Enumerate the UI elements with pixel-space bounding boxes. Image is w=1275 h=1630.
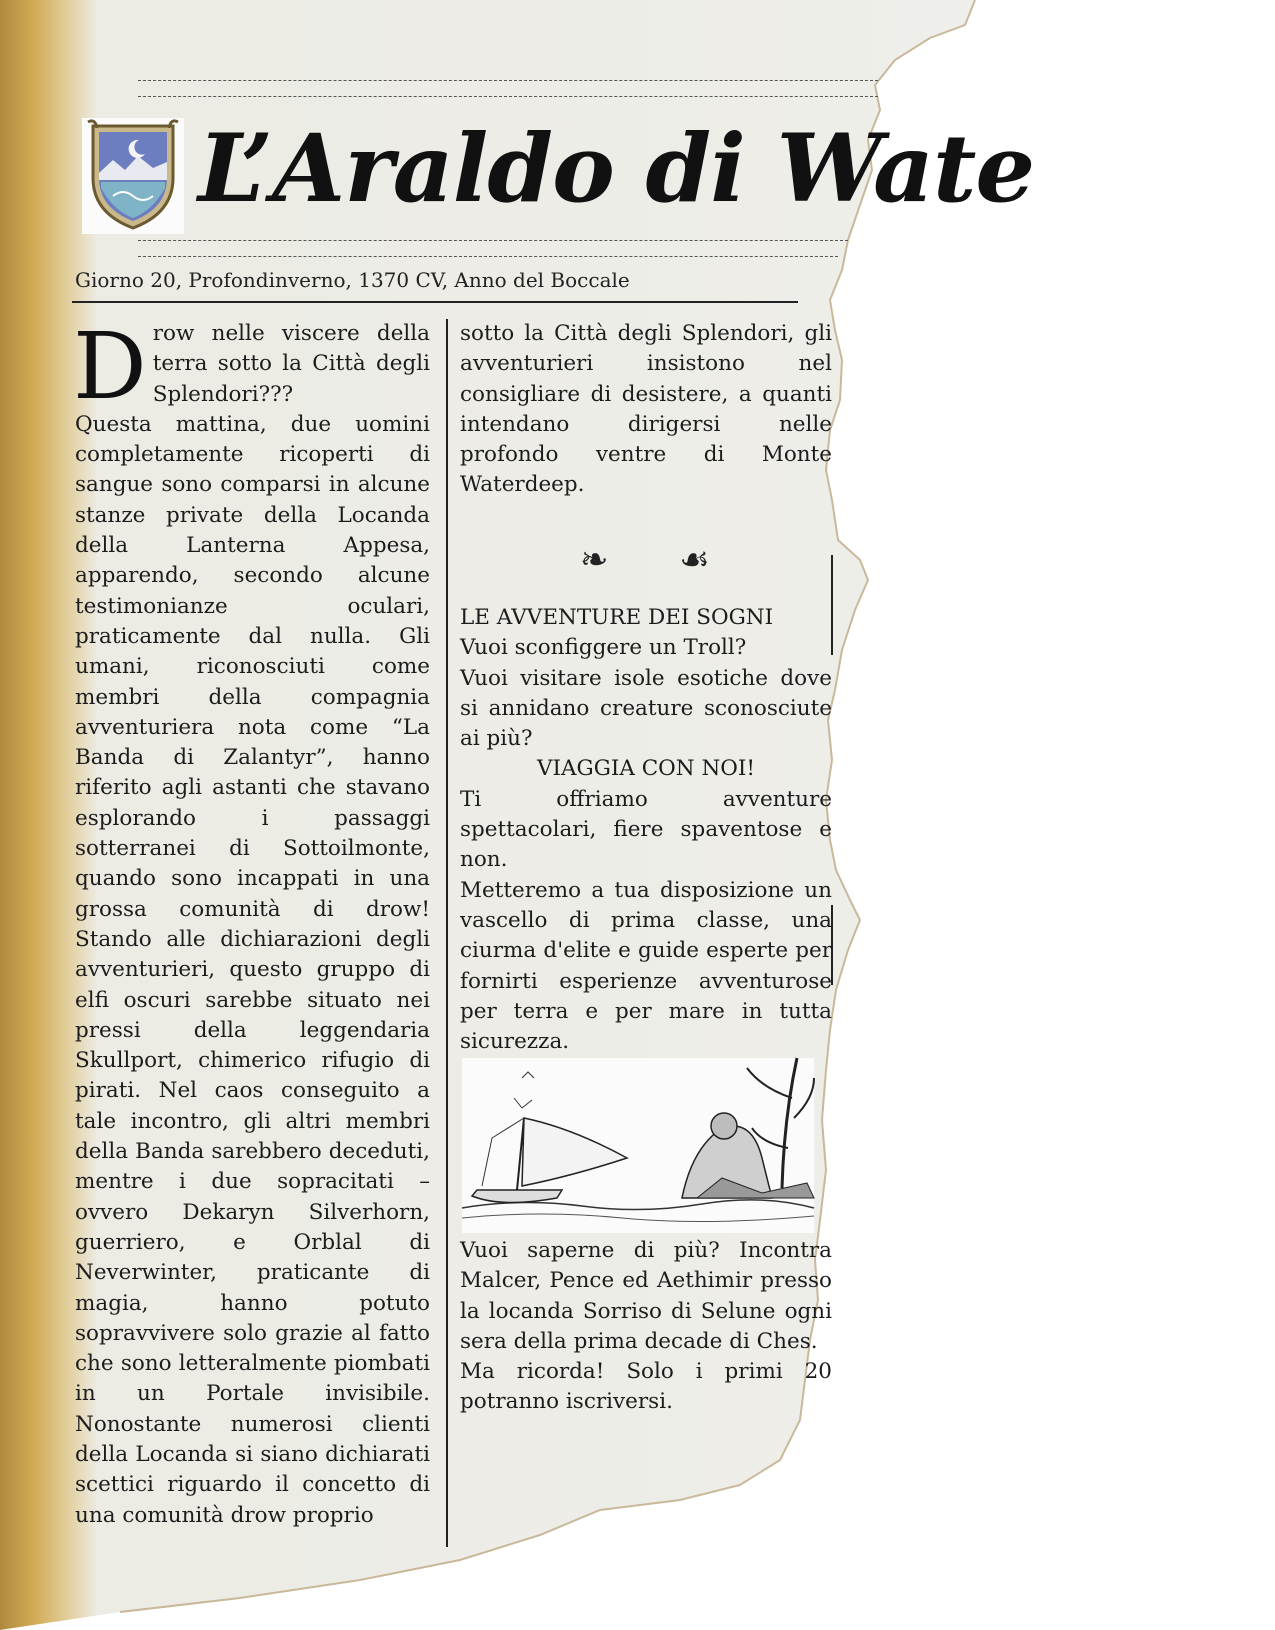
- article-lead-paragraph: [73, 313, 430, 420]
- ad-question-troll: Vuoi sconfiggere un Troll?: [460, 635, 747, 661]
- ad-offer: Ti offriamo avventure spettacolari, fiere spaventose e non.: [460, 786, 832, 873]
- masthead-rule-top-1: [138, 80, 878, 81]
- article-continuation: sotto la Città degli Splendori, gli avventurieri insistono nel consigliare di desistere, a quanti intendano dirigersi nelle profondo ventre di Monte Waterdeep.: [460, 321, 832, 498]
- ad-vessel: Metteremo a tua disposizione un vascello di prima classe, una ciurma d'elite e guide esperte per fornirti esperienze avventurose per terra e per mare in tutta sicurezza.: [460, 877, 832, 1055]
- ad-title: LE AVVENTURE DEI SOGNI: [460, 605, 774, 630]
- ad-slogan: VIAGGIA CON NOI!: [536, 756, 756, 782]
- header-divider: [72, 301, 798, 303]
- ship-and-troll-sketch: [462, 1058, 814, 1233]
- dateline: Giorno 20, Profondinverno, 1370 CV, Anno del Boccale: [75, 268, 630, 292]
- article-column-left: [73, 313, 430, 1531]
- article-headline: row nelle viscere della terra sotto la Città degli Splendori???: [152, 321, 430, 407]
- article-body: Questa mattina, due uomini completamente ricoperti di sangue sono comparsi in alcune stanze private della Locanda della Lanterna Appesa, apparendo, secondo alcune testimonianze oculari, praticamente dal nulla. Gli umani, riconosciuti come membri della compagnia avventuriera nota come “La Banda di Zalantyr”, hanno riferito agli astanti che stavano esplorando i passaggi sotterranei di Sottoilmonte, quando sono incappati in una grossa comunità di drow! Stando alle dichiarazioni degli avventurieri, questo gruppo di elfi oscuri sarebbe situato nei pressi della leggendaria Skullport, chimerico rifugio di pirati. Nel caos conseguito a tale incontro, gli altri membri della Banda sarebbero deceduti, mentre i due sopracitati – ovvero Dekaryn Silverhorn, guerriero, e Orblal di Neverwinter, praticante di magia, hanno potuto sopravvivere solo grazie al fatto che sono letteralmente piombati in un Portale invisibile. Nonostante numerosi clienti della Locanda si siano dichiarati scettici riguardo il concetto di una comunità drow proprio: [75, 411, 430, 1528]
- newspaper-title: L’Araldo di Wate: [198, 114, 1035, 224]
- fleuron-ornament: ❧ ☙: [580, 540, 740, 580]
- masthead-rule-top-2: [138, 96, 878, 97]
- article-column-right: [460, 319, 832, 501]
- advertisement-clip: [460, 603, 832, 1055]
- ad-meeting-info: Vuoi saperne di più? Incontra Malcer, Pence ed Aethimir presso la locanda Sorriso di Selune ogni sera della prima decade di Ches.: [460, 1238, 832, 1354]
- advertisement-footer: [460, 1236, 832, 1418]
- ad-question-islands: Vuoi visitare isole esotiche dove si annidano creature sconosciute ai più?: [460, 665, 832, 752]
- masthead-rule-bottom-1: [138, 240, 848, 241]
- drop-cap: D: [73, 313, 147, 420]
- waterdeep-crest-logo: [82, 118, 184, 234]
- masthead-rule-bottom-2: [138, 256, 838, 257]
- advertisement: [460, 603, 832, 1057]
- column-divider: [446, 319, 448, 1547]
- ad-limited-spots: Ma ricorda! Solo i primi 20 potranno iscriversi.: [460, 1359, 832, 1415]
- advertisement-footer-clip: [460, 1236, 832, 1446]
